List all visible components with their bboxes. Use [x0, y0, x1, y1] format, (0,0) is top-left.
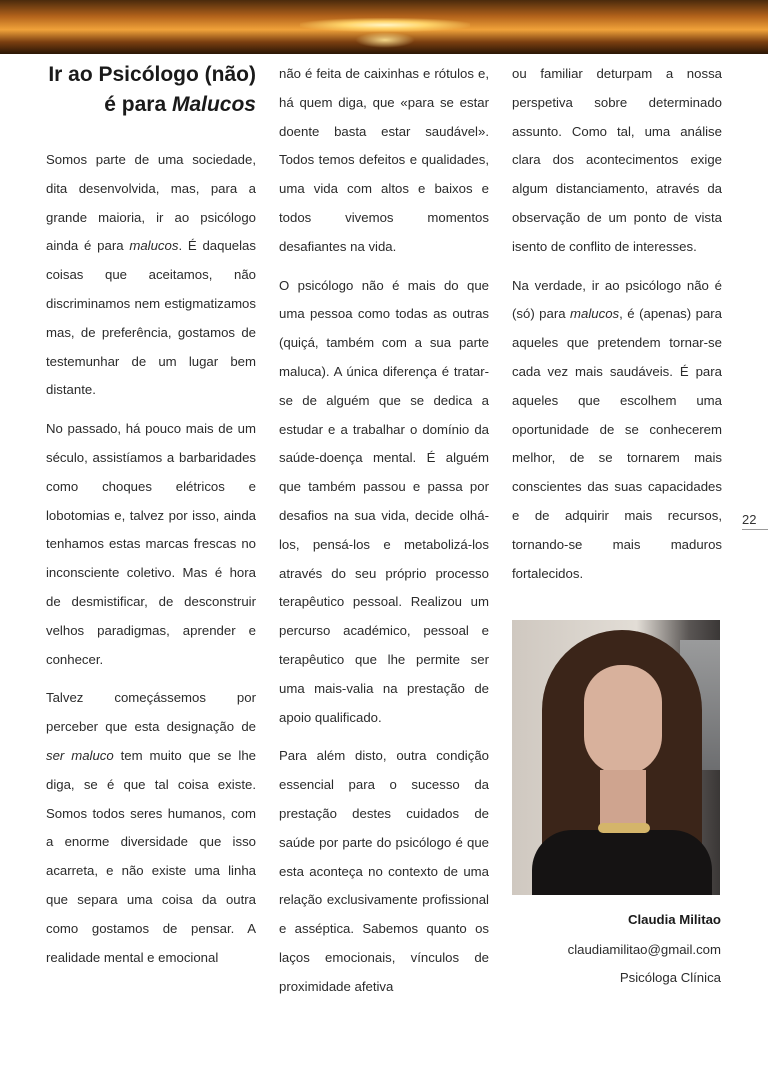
paragraph: No passado, há pouco mais de um século, assistíamos a barbaridades como choques elétricos e lobotomias e, talvez por isso, ainda tenhamos estas marcas frescas no inconsciente coletivo. Mas é hora de desmistificar, de desconstruir velhos paradigmas, aprender e conhecer.	[46, 421, 256, 667]
author-role: Psicóloga Clínica	[619, 970, 721, 985]
column-3	[512, 60, 722, 598]
paragraph: Talvez começássemos por perceber que esta designação de ser maluco tem muito que se lhe diga, se é que tal coisa existe. Somos todos seres humanos, com a enorme diversidade que isso acarreta, e não existe uma linha que separa uma coisa da outra como gostamos de pensar. A realidade mental e emocional	[46, 690, 256, 965]
paragraph: ou familiar deturpam a nossa perspetiva sobre determinado assunto. Como tal, uma análise clara dos acontecimentos exige algum distanciamento, através da observação de um ponto de vista isento de conflito de interesses.	[512, 66, 722, 254]
title-italic: Malucos	[171, 93, 256, 116]
paragraph: Somos parte de uma sociedade, dita desenvolvida, mas, para a grande maioria, ir ao psicólogo ainda é para malucos. É daquelas coisas que aceitamos, não discriminamos nem estigmatizamos mas, de preferência, gostamos de testemunhar de um lugar bem distante.	[46, 152, 256, 398]
paragraph: Na verdade, ir ao psicólogo não é (só) para malucos, é (apenas) para aqueles que pretendem tornar-se cada vez mais saudáveis. É para aqueles que escolhem uma oportunidade de se conhecerem melhor, de se tornarem mais conscientes das suas capacidades e de adquirir mais recursos, tornando-se mais maduros fortalecidos.	[512, 277, 722, 581]
page-number: 22	[742, 512, 768, 530]
column-2	[279, 60, 489, 1012]
author-name: Claudia Militao	[627, 912, 721, 927]
column-1	[46, 60, 256, 982]
author-email[interactable]: claudiamilitao@gmail.com	[567, 942, 721, 957]
sunset-banner	[0, 0, 768, 54]
paragraph: O psicólogo não é mais do que uma pessoa como todas as outras (quiçá, também com a sua parte maluca). A única diferença é tratar-se de alguém que se dedica a estudar e a trabalhar o domínio da saúde-doença mental. É alguém que também passou e passa por desafios na sua vida, decide olhá-los, pensá-los e metabolizá-los através do seu próprio processo terapêutico pessoal. Realizou um percurso académico, pessoal e terapêutico que lhe permite ser uma mais-valia na prestação de apoio qualificado.	[279, 277, 489, 725]
author-photo	[512, 620, 720, 895]
sun-glare	[300, 18, 470, 32]
paragraph: não é feita de caixinhas e rótulos e, há quem diga, que «para se estar doente basta estar saudável». Todos temos defeitos e qualidades, uma vida com altos e baixos e todos vivemos momentos desafiantes na vida.	[279, 66, 489, 254]
article-title: Ir ao Psicólogo (não) é para Malucos	[48, 63, 256, 116]
paragraph: Para além disto, outra condição essencial para o sucesso da prestação destes cuidados de saúde por parte do psicólogo é que esta aconteça no contexto de uma relação exclusivamente profissional e asséptica. Sabemos quanto os laços emocionais, vínculos de proximidade afetiva	[279, 748, 489, 994]
sun-reflection	[355, 32, 415, 48]
